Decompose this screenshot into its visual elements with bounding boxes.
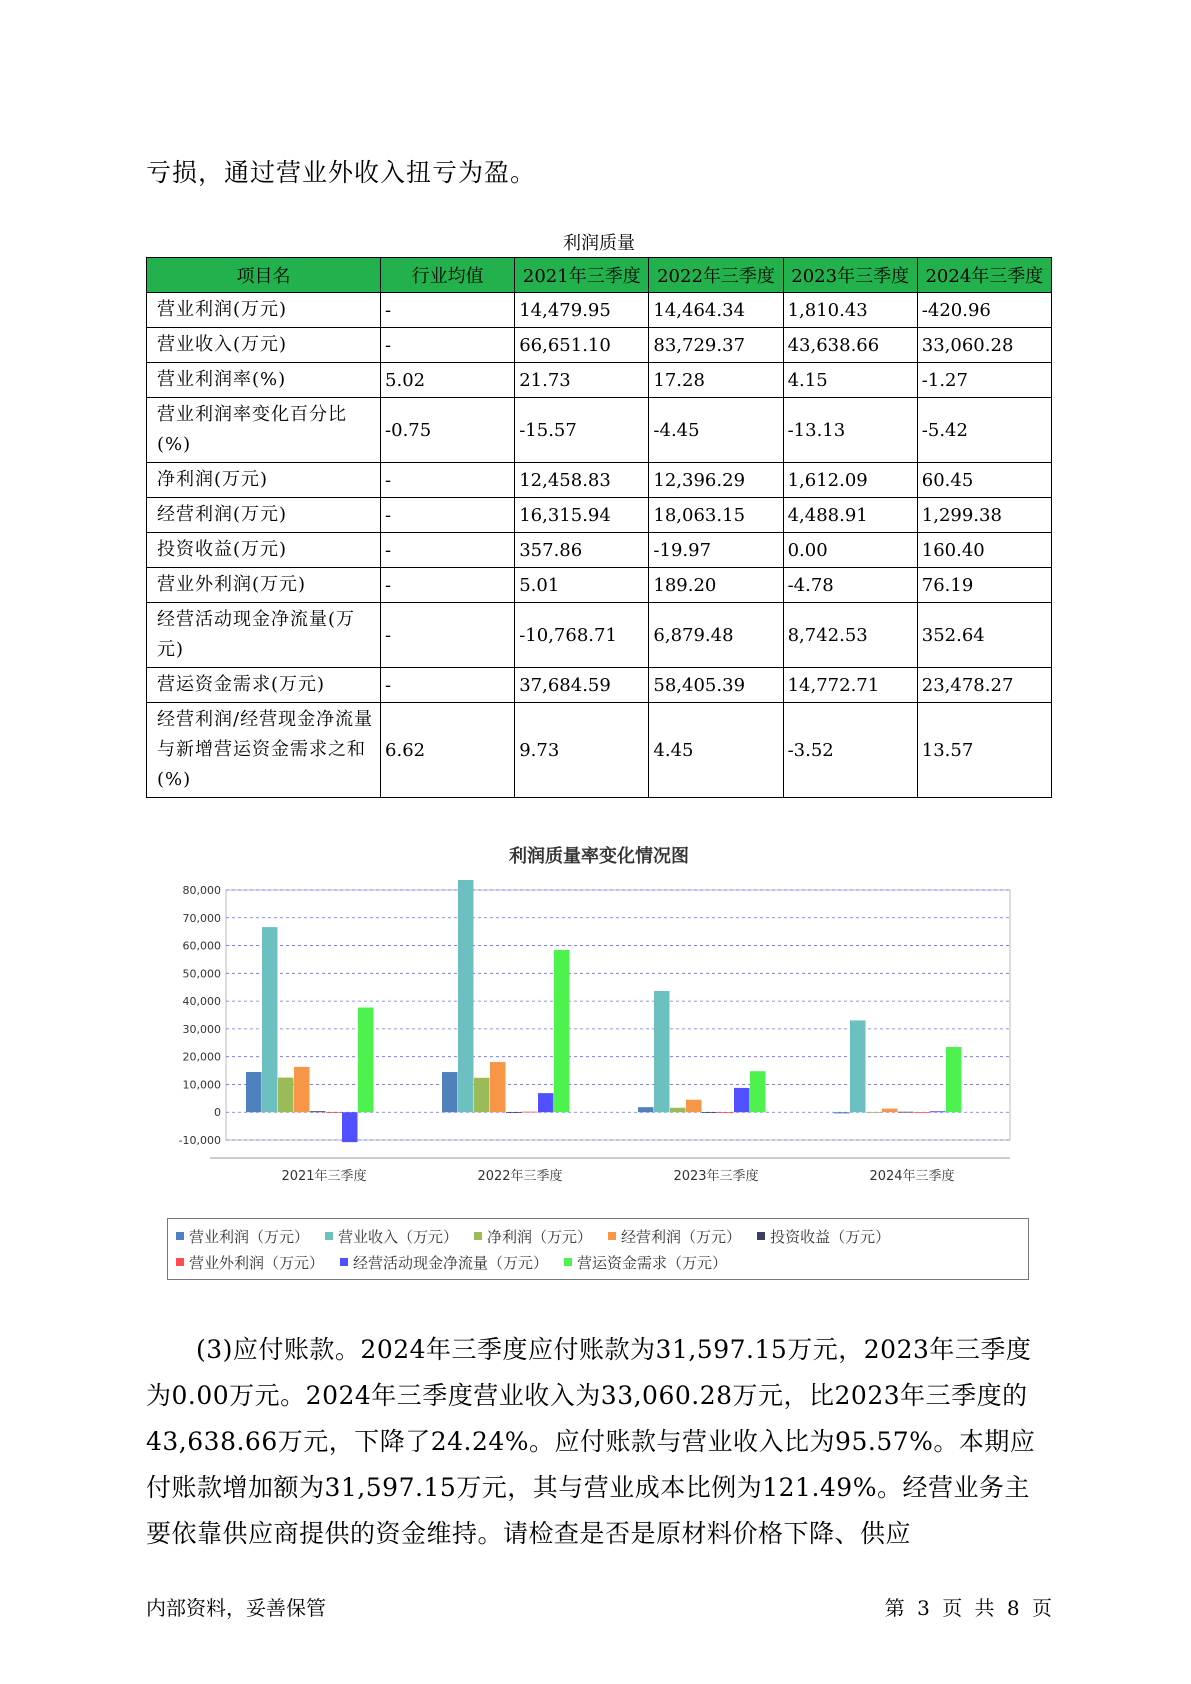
cell: 0.00 (783, 533, 917, 568)
accounts-payable-paragraph: (3)应付账款。2024年三季度应付账款为31,597.15万元，2023年三季度为0.00万元。2024年三季度营业收入为33,060.28万元，比2023年三季度的43,638.66万元，下降了24.24%。应付账款与营业收入比为95.57%。本期应付账款增加额为31,597.15万元，其与营业成本比例为121.49%。经营业务主要依靠供应商提供的资金维持。请检查是否是原材料价格下降、供应 (146, 1335, 1036, 1548)
bar (702, 1112, 718, 1113)
cell: 60.45 (917, 463, 1051, 498)
cell: - (381, 463, 515, 498)
y-tick-label: 70,000 (182, 911, 221, 925)
cell: -10,768.71 (515, 603, 649, 668)
x-tick-label: 2022年三季度 (477, 1169, 563, 1184)
bar (474, 1078, 490, 1112)
cell: - (381, 668, 515, 703)
cell: 4.15 (783, 363, 917, 398)
cell: 1,810.43 (783, 293, 917, 328)
intro-text: 亏损，通过营业外收入扭亏为盈。 (146, 158, 537, 187)
bar (670, 1108, 686, 1112)
bar (734, 1088, 750, 1112)
bar (246, 1072, 262, 1112)
y-tick-label: 60,000 (182, 939, 221, 953)
bar (278, 1078, 294, 1113)
cell: -4.45 (649, 398, 783, 463)
cell: -0.75 (381, 398, 515, 463)
legend-swatch (176, 1232, 184, 1240)
legend-swatch (564, 1258, 572, 1266)
row-label: 营运资金需求(万元) (147, 668, 381, 703)
bar (342, 1112, 358, 1142)
row-label: 营业收入(万元) (147, 328, 381, 363)
table-row (147, 603, 1052, 668)
profit-quality-table (146, 257, 1052, 798)
legend-item (474, 1224, 592, 1248)
bar (882, 1109, 898, 1113)
cell: 23,478.27 (917, 668, 1051, 703)
cell: 76.19 (917, 568, 1051, 603)
x-tick-label: 2024年三季度 (869, 1169, 955, 1184)
cell: 357.86 (515, 533, 649, 568)
cell: 14,464.34 (649, 293, 783, 328)
legend-label: 投资收益（万元） (770, 1227, 891, 1246)
legend-label: 营业利润（万元） (189, 1227, 310, 1246)
cell: 14,479.95 (515, 293, 649, 328)
cell: 8,742.53 (783, 603, 917, 668)
table-row (147, 533, 1052, 568)
table-row (147, 568, 1052, 603)
legend-swatch (176, 1258, 184, 1266)
cell: -15.57 (515, 398, 649, 463)
legend-swatch (474, 1232, 482, 1240)
x-tick-label: 2023年三季度 (673, 1169, 759, 1184)
table-row (147, 463, 1052, 498)
bar (834, 1112, 850, 1113)
bar (654, 991, 670, 1112)
cell: 18,063.15 (649, 498, 783, 533)
bar (458, 880, 474, 1112)
x-tick-label: 2021年三季度 (281, 1169, 367, 1184)
cell: 12,458.83 (515, 463, 649, 498)
cell: 17.28 (649, 363, 783, 398)
legend-swatch (608, 1232, 616, 1240)
plot-area (226, 890, 1010, 1140)
col-header-2022q3: 2022年三季度 (649, 258, 783, 293)
bar (522, 1112, 538, 1113)
col-header-item: 项目名 (147, 258, 381, 293)
bar (294, 1067, 310, 1112)
cell: -5.42 (917, 398, 1051, 463)
row-label: 经营利润/经营现金净流量与新增营运资金需求之和(%) (147, 703, 381, 798)
bar (930, 1111, 946, 1112)
cell: - (381, 328, 515, 363)
cell: - (381, 603, 515, 668)
cell: 12,396.29 (649, 463, 783, 498)
legend-label: 营业收入（万元） (338, 1227, 459, 1246)
cell: -4.78 (783, 568, 917, 603)
bar (946, 1047, 962, 1112)
legend-label: 净利润（万元） (487, 1227, 593, 1246)
cell: 5.02 (381, 363, 515, 398)
legend-item (757, 1224, 890, 1248)
legend-label: 营业外利润（万元） (189, 1253, 325, 1272)
cell: - (381, 498, 515, 533)
bar (638, 1107, 654, 1112)
cell: -420.96 (917, 293, 1051, 328)
footer-confidential-note: 内部资料，妥善保管 (146, 1596, 326, 1620)
cell: 43,638.66 (783, 328, 917, 363)
y-tick-label: 0 (214, 1106, 221, 1120)
cell: 160.40 (917, 533, 1051, 568)
bar (750, 1071, 766, 1112)
col-header-2023q3: 2023年三季度 (783, 258, 917, 293)
cell: 37,684.59 (515, 668, 649, 703)
chart-title: 利润质量率变化情况图 (509, 846, 689, 867)
legend-item (340, 1250, 548, 1274)
y-tick-label: 20,000 (182, 1050, 221, 1064)
row-label: 经营活动现金净流量(万元) (147, 603, 381, 668)
cell: 16,315.94 (515, 498, 649, 533)
table-row (147, 398, 1052, 463)
table-header-row (147, 258, 1052, 293)
bar (718, 1112, 734, 1113)
row-label: 营业外利润(万元) (147, 568, 381, 603)
cell: 1,612.09 (783, 463, 917, 498)
bar (310, 1111, 326, 1112)
legend-item (608, 1224, 741, 1248)
cell: 83,729.37 (649, 328, 783, 363)
y-tick-label: 80,000 (182, 884, 221, 897)
row-label: 营业利润(万元) (147, 293, 381, 328)
row-label: 投资收益(万元) (147, 533, 381, 568)
bar (442, 1072, 458, 1112)
bar (262, 927, 278, 1112)
cell: -3.52 (783, 703, 917, 798)
row-label: 净利润(万元) (147, 463, 381, 498)
legend-label: 营运资金需求（万元） (577, 1253, 728, 1272)
table-caption: 利润质量 (563, 233, 635, 254)
row-label: 经营利润(万元) (147, 498, 381, 533)
y-tick-label: -10,000 (178, 1134, 221, 1147)
cell: 6.62 (381, 703, 515, 798)
bar (326, 1112, 342, 1113)
bar (914, 1112, 930, 1113)
cell: 4,488.91 (783, 498, 917, 533)
bar (490, 1062, 506, 1112)
cell: 33,060.28 (917, 328, 1051, 363)
bar (686, 1100, 702, 1112)
table-row (147, 498, 1052, 533)
cell: 58,405.39 (649, 668, 783, 703)
bar (554, 950, 570, 1112)
table-row (147, 363, 1052, 398)
y-tick-label: 40,000 (182, 995, 221, 1009)
legend-item (325, 1224, 458, 1248)
table-row (147, 328, 1052, 363)
y-tick-label: 30,000 (182, 1022, 221, 1036)
bar (898, 1112, 914, 1113)
table-row (147, 668, 1052, 703)
bar (358, 1008, 374, 1113)
row-label: 营业利润率变化百分比(%) (147, 398, 381, 463)
cell: 189.20 (649, 568, 783, 603)
cell: - (381, 568, 515, 603)
cell: 5.01 (515, 568, 649, 603)
legend-swatch (325, 1232, 333, 1240)
cell: 9.73 (515, 703, 649, 798)
legend-item (564, 1250, 727, 1274)
bar (866, 1112, 882, 1113)
cell: 4.45 (649, 703, 783, 798)
cell: -19.97 (649, 533, 783, 568)
cell: 6,879.48 (649, 603, 783, 668)
chart-legend (167, 1218, 1029, 1280)
cell: -1.27 (917, 363, 1051, 398)
legend-label: 经营活动现金净流量（万元） (353, 1253, 549, 1272)
bar (850, 1020, 866, 1112)
bar (538, 1093, 554, 1112)
y-tick-label: 50,000 (182, 967, 221, 981)
table-row (147, 293, 1052, 328)
cell: 66,651.10 (515, 328, 649, 363)
cell: 352.64 (917, 603, 1051, 668)
legend-item (176, 1250, 324, 1274)
col-header-industry-avg: 行业均值 (381, 258, 515, 293)
cell: -13.13 (783, 398, 917, 463)
cell: 13.57 (917, 703, 1051, 798)
bar (506, 1112, 522, 1113)
legend-swatch (757, 1232, 765, 1240)
cell: - (381, 533, 515, 568)
row-label: 营业利润率(%) (147, 363, 381, 398)
col-header-2021q3: 2021年三季度 (515, 258, 649, 293)
legend-label: 经营利润（万元） (621, 1227, 742, 1246)
profit-quality-bar-chart (160, 880, 1020, 1200)
legend-swatch (340, 1258, 348, 1266)
cell: 14,772.71 (783, 668, 917, 703)
y-tick-label: 10,000 (182, 1078, 221, 1092)
legend-item (176, 1224, 309, 1248)
footer-page-number: 第 3 页 共 8 页 (884, 1596, 1052, 1620)
table-row (147, 703, 1052, 798)
cell: - (381, 293, 515, 328)
cell: 1,299.38 (917, 498, 1051, 533)
col-header-2024q3: 2024年三季度 (917, 258, 1051, 293)
cell: 21.73 (515, 363, 649, 398)
